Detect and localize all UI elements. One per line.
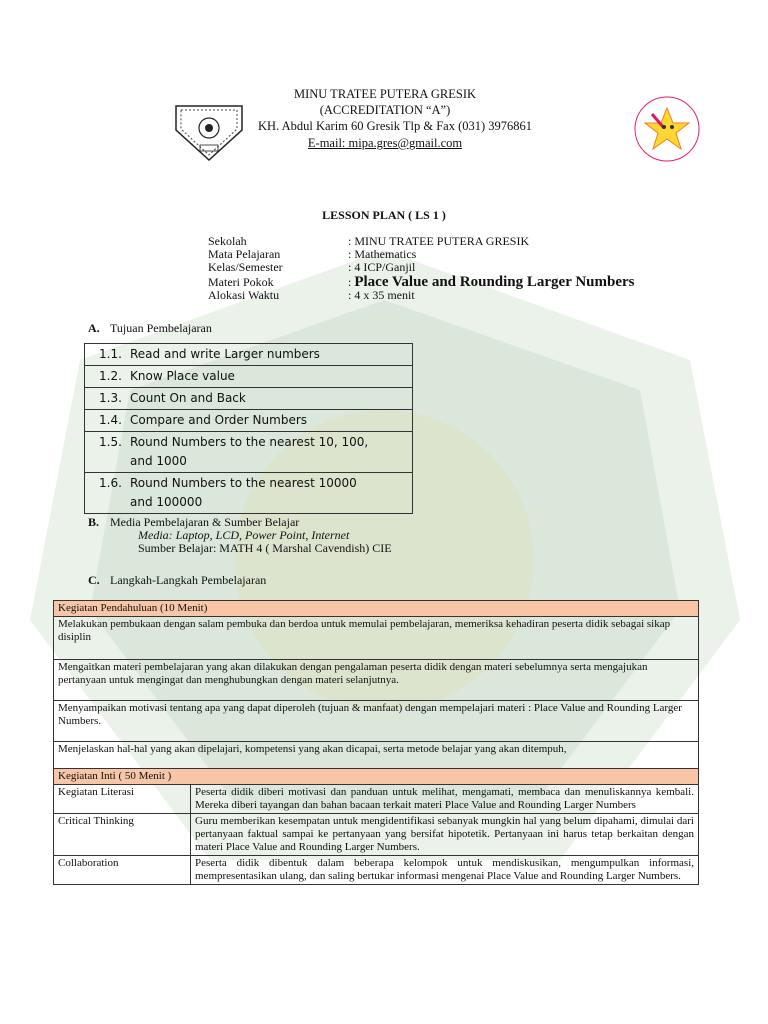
goal-text: Round Numbers to the nearest 10000 and 100000 <box>130 476 357 509</box>
info-row-kelas <box>208 261 635 274</box>
goal-number: 1.3. <box>99 391 122 405</box>
source-line: Sumber Belajar: MATH 4 ( Marshal Cavendish) CIE <box>138 541 392 555</box>
info-key: Alokasi Waktu <box>208 288 280 302</box>
section-letter: A. <box>88 321 100 335</box>
info-block <box>208 235 635 302</box>
section-letter: C. <box>88 573 100 587</box>
goal-text: Count On and Back <box>130 391 246 405</box>
media-line: Media: Laptop, LCD, Power Point, Internet <box>138 528 350 542</box>
school-name: MINU TRATEE PUTERA GRESIK <box>293 87 477 101</box>
section-letter: B. <box>88 515 100 529</box>
goal-text: Round Numbers to the nearest 10, 100, and 1000 <box>130 435 369 468</box>
goals-table <box>84 343 413 514</box>
star-badge-logo <box>632 94 702 164</box>
goal-number: 1.2. <box>99 369 122 383</box>
goal-text: Know Place value <box>130 369 235 383</box>
school-email[interactable]: E-mail: mipa.gres@gmail.com <box>307 136 463 150</box>
info-value: : Mathematics <box>348 247 417 261</box>
info-value-materi: Place Value and Rounding Larger Numbers <box>354 274 635 290</box>
core-label: Critical Thinking <box>54 814 191 856</box>
goal-text: Read and write Larger numbers <box>130 347 320 361</box>
intro-row: Menyampaikan motivasi tentang apa yang dapat diperoleh (tujuan & manfaat) dengan mempelajari materi : Place Value and Rounding Larger Numbers. <box>54 701 699 742</box>
intro-heading: Kegiatan Pendahuluan (10 Menit) <box>54 601 699 617</box>
info-value: : 4 ICP/Ganjil <box>348 260 416 274</box>
core-text: Guru memberikan kesempatan untuk mengidentifikasi sebanyak mungkin hal yang belum dipahami, dimulai dari pertanyaan faktual sampai ke pertanyaan yang bersifat hipotetik. Pertanyaan ini harus tetap berkaitan dengan materi Place Value and Rounding Larger Numbers. <box>191 814 699 856</box>
lesson-plan-title: LESSON PLAN ( LS 1 ) <box>322 208 446 222</box>
info-key: Mata Pelajaran <box>208 247 281 261</box>
info-key: Kelas/Semester <box>208 260 283 274</box>
section-title: Media Pembelajaran & Sumber Belajar <box>110 515 300 529</box>
section-title: Langkah-Langkah Pembelajaran <box>110 573 267 587</box>
info-row-materi: Materi Pokok : Place Value and Rounding Larger Numbers <box>208 274 635 290</box>
section-a-heading <box>88 321 212 336</box>
goal-number: 1.5. <box>99 435 122 449</box>
goal-row <box>85 388 413 410</box>
info-value: : MINU TRATEE PUTERA GRESIK <box>348 234 530 248</box>
core-text: Peserta didik dibentuk dalam beberapa kelompok untuk mendiskusikan, mengumpulkan informasi, mempresentasikan ulang, dan saling bertukar informasi mengenai Place Value and Rounding Larger Numbers. <box>191 856 699 885</box>
core-label: Collaboration <box>54 856 191 885</box>
goal-row <box>85 366 413 388</box>
info-key: Materi Pokok <box>208 275 274 289</box>
intro-row: Melakukan pembukaan dengan salam pembuka dan berdoa untuk memulai pembelajaran, memeriksa kehadiran peserta didik sebagai sikap disiplin <box>54 617 699 660</box>
goal-number: 1.6. <box>99 476 122 490</box>
intro-row: Mengaitkan materi pembelajaran yang akan dilakukan dengan pengalaman peserta didik dengan materi sebelumnya serta mengajukan pertanyaan untuk mengingat dan menghubungkan dengan materi selanjutnya. <box>54 660 699 701</box>
info-key: Sekolah <box>208 234 247 248</box>
goal-row <box>85 410 413 432</box>
section-c-heading <box>88 573 266 588</box>
goal-row <box>85 432 413 473</box>
core-text: Peserta didik diberi motivasi dan panduan untuk melihat, mengamati, membaca dan menuliskannya kembali. Mereka diberi tayangan dan bahan bacaan terkait materi Place Value and Rounding Larger Numbers <box>191 785 699 814</box>
goal-row <box>85 344 413 366</box>
core-heading: Kegiatan Inti ( 50 Menit ) <box>54 769 699 785</box>
section-b <box>88 516 392 555</box>
goal-number: 1.4. <box>99 413 122 427</box>
core-label: Kegiatan Literasi <box>54 785 191 814</box>
info-value: : 4 x 35 menit <box>348 288 415 302</box>
accreditation: (ACCREDITATION “A”) <box>319 103 451 117</box>
school-address: KH. Abdul Karim 60 Gresik Tlp & Fax (031) 3976861 <box>257 119 533 133</box>
info-row-alokasi <box>208 289 635 302</box>
section-title: Tujuan Pembelajaran <box>110 321 212 335</box>
goal-row <box>85 473 413 514</box>
goal-text: Compare and Order Numbers <box>130 413 308 427</box>
goal-number: 1.1. <box>99 347 122 361</box>
steps-table <box>53 600 699 885</box>
intro-row: Menjelaskan hal-hal yang akan dipelajari, kompetensi yang akan dicapai, serta metode belajar yang akan ditempuh, <box>54 742 699 769</box>
